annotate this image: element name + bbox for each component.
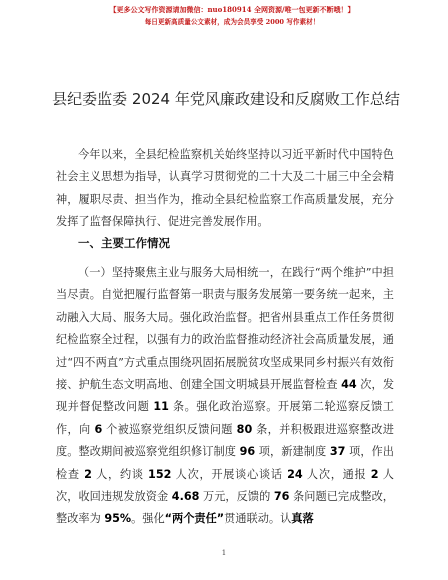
intro-paragraph: 今年以来，全县纪检监察机关始终坚持以习近平新时代中国特色社会主义思想为指导，认真学习贯彻党的二十大及二十届三中全会精神，履职尽责、担当作为，推动全县纪检监察工作高质量发展，充分发挥了监督保障执行、促进完善发展作用。 <box>56 148 394 229</box>
body-number: 11 <box>153 400 169 414</box>
banner-line-1: 【更多公文写作资源请加微信：nuo180914 全网资源/唯一包更新不断哦！】 <box>109 5 355 14</box>
body-text: 条问题已完成整改，整改率为 <box>56 490 394 526</box>
emphasis-text: 真落 <box>291 512 314 526</box>
body-number: 2 <box>370 467 379 481</box>
body-text: （一）坚持聚焦主业与服务大局相统一，在践行“两个维护”中担当尽责。自觉把履行监督第一职责与服务发展第一要务统一起来，主动融入大局、服务大局。强化政治监督。把省州县重点工作任务贯彻纪检监察全过程，以强有力的政治监督推动经济社会高质量发展，通过“四不两直”方式重点围绕巩固拓展脱贫攻坚成果同乡村振兴有效衔接、护航生态文明高地、创建全国文明城县开展监督检查 <box>56 266 394 392</box>
body-text: 人次，开展谈心谈话 <box>171 467 288 481</box>
body-text: 条，并积极跟进巡察整改进度。整改期间被巡察党组织修订制度 <box>56 422 394 459</box>
body-text: 条。强化政治巡察。开展第二轮巡察反馈工作，向 <box>56 400 394 436</box>
body-number: 96 <box>239 445 256 459</box>
body-text: 次，发现并督促整改问题 <box>56 378 395 414</box>
body-number: 37 <box>329 445 346 459</box>
body-text: 人次，收回违规发放资金 <box>56 467 394 504</box>
body-paragraph <box>56 262 394 531</box>
body-number: 2 <box>84 467 92 481</box>
body-text: 项，作出检查 <box>56 445 394 481</box>
body-number: 24 <box>287 467 303 481</box>
body-text: 万元，反馈的 <box>199 490 274 504</box>
body-text: 个被巡察党组织反馈问题 <box>102 422 237 436</box>
body-number: 44 <box>341 378 357 392</box>
section-heading: 一、主要工作情况 <box>78 236 170 250</box>
body-number: 152 <box>148 467 172 481</box>
document-title: 县纪委监委 2024 年党风廉政建设和反腐败工作总结 <box>52 90 400 108</box>
page-number: 1 <box>221 549 227 557</box>
body-text: 贯通联动。认 <box>224 512 292 526</box>
body-text: 人，约谈 <box>91 467 149 481</box>
body-number: 6 <box>94 422 103 436</box>
banner-line-2: 每日更新高质量公文素材，成为会员享受 2000 写作素材！ <box>144 18 320 26</box>
body-number: 95% <box>104 512 132 526</box>
body-number: 4.68 <box>171 490 200 504</box>
body-text: 。强化 <box>131 512 165 526</box>
body-number: 76 <box>273 490 290 504</box>
body-number: 80 <box>236 422 253 436</box>
body-text: 项，新建制度 <box>255 445 330 459</box>
promo-banner <box>92 4 372 28</box>
emphasis-text: “两个责任” <box>164 512 225 526</box>
body-text: 人次，通报 <box>302 467 371 481</box>
